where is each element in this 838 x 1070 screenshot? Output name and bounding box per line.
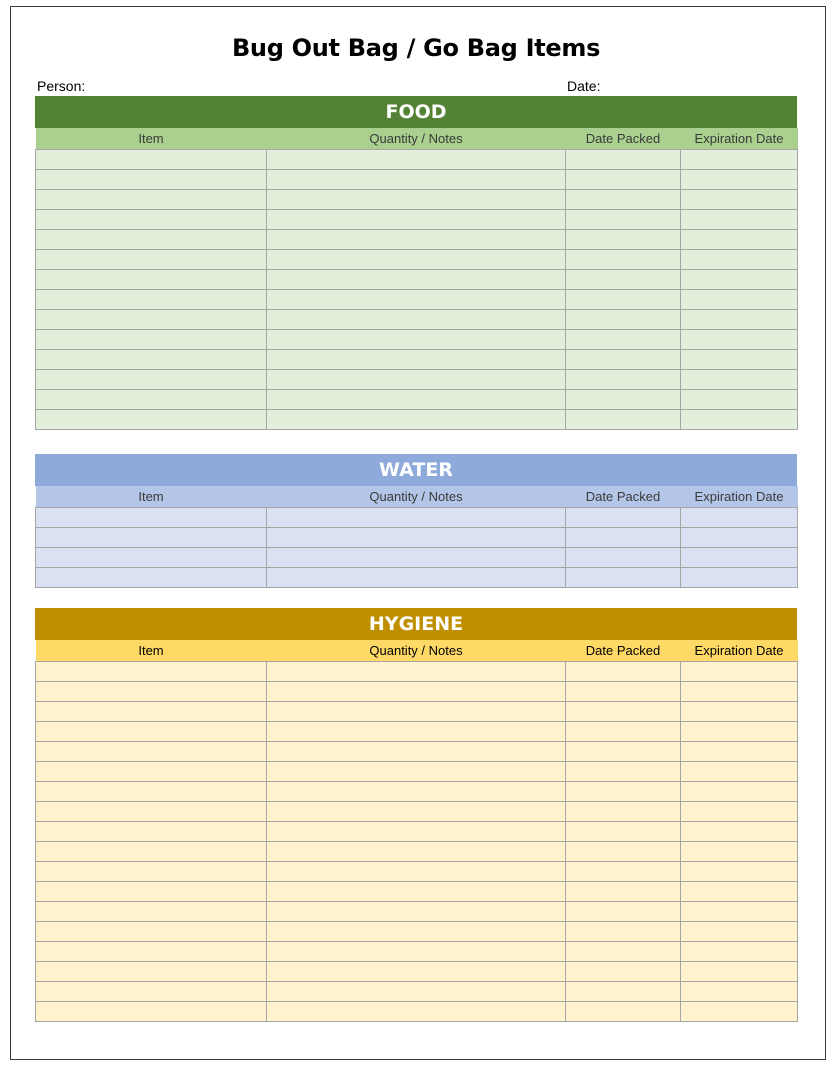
hygiene-section — [35, 608, 797, 1022]
food-cell-item[interactable] — [36, 270, 267, 290]
hygiene-cell-expiration-date[interactable] — [681, 662, 798, 682]
hygiene-cell-item[interactable] — [36, 942, 267, 962]
food-table — [35, 128, 798, 430]
hygiene-cell-date-packed[interactable] — [566, 722, 681, 742]
food-table-row — [36, 290, 798, 310]
food-cell-expiration-date[interactable] — [681, 150, 798, 170]
water-cell-quantity-notes[interactable] — [267, 548, 566, 568]
food-section-title: FOOD — [35, 96, 797, 128]
food-cell-date-packed[interactable] — [566, 250, 681, 270]
hygiene-col-date-packed: Date Packed — [585, 643, 661, 658]
food-cell-item[interactable] — [36, 390, 267, 410]
water-cell-quantity-notes[interactable] — [267, 528, 566, 548]
food-cell-item[interactable] — [36, 250, 267, 270]
hygiene-cell-item[interactable] — [36, 702, 267, 722]
water-cell-item[interactable] — [36, 548, 267, 568]
food-table-row — [36, 230, 798, 250]
hygiene-table-row — [36, 862, 798, 882]
food-cell-item[interactable] — [36, 210, 267, 230]
hygiene-cell-expiration-date[interactable] — [681, 962, 798, 982]
hygiene-cell-quantity-notes[interactable] — [267, 842, 566, 862]
hygiene-cell-expiration-date[interactable] — [681, 1002, 798, 1022]
food-cell-quantity-notes[interactable] — [267, 370, 566, 390]
hygiene-cell-expiration-date[interactable] — [681, 722, 798, 742]
hygiene-cell-expiration-date[interactable] — [681, 942, 798, 962]
water-cell-item[interactable] — [36, 508, 267, 528]
food-col-expiration-date: Expiration Date — [694, 131, 784, 146]
food-table-row — [36, 190, 798, 210]
hygiene-cell-date-packed[interactable] — [566, 962, 681, 982]
hygiene-table-row — [36, 842, 798, 862]
food-col-item: Item — [138, 131, 164, 146]
hygiene-cell-item[interactable] — [36, 802, 267, 822]
hygiene-cell-item[interactable] — [36, 682, 267, 702]
water-cell-expiration-date[interactable] — [681, 528, 798, 548]
water-cell-item[interactable] — [36, 568, 267, 588]
food-table-row — [36, 310, 798, 330]
water-cell-expiration-date[interactable] — [681, 508, 798, 528]
food-cell-item[interactable] — [36, 230, 267, 250]
food-cell-date-packed[interactable] — [566, 350, 681, 370]
hygiene-cell-date-packed[interactable] — [566, 682, 681, 702]
food-table-row — [36, 410, 798, 430]
hygiene-cell-item[interactable] — [36, 842, 267, 862]
food-cell-item[interactable] — [36, 290, 267, 310]
food-cell-item[interactable] — [36, 310, 267, 330]
food-cell-date-packed[interactable] — [566, 190, 681, 210]
hygiene-cell-quantity-notes[interactable] — [267, 762, 566, 782]
hygiene-cell-date-packed[interactable] — [566, 862, 681, 882]
hygiene-cell-date-packed[interactable] — [566, 782, 681, 802]
water-cell-quantity-notes[interactable] — [267, 568, 566, 588]
food-cell-quantity-notes[interactable] — [267, 310, 566, 330]
hygiene-cell-date-packed[interactable] — [566, 802, 681, 822]
food-cell-item[interactable] — [36, 370, 267, 390]
water-table-row — [36, 568, 798, 588]
hygiene-cell-quantity-notes[interactable] — [267, 922, 566, 942]
food-cell-item[interactable] — [36, 170, 267, 190]
hygiene-cell-quantity-notes[interactable] — [267, 882, 566, 902]
food-cell-expiration-date[interactable] — [681, 310, 798, 330]
hygiene-table-row — [36, 802, 798, 822]
water-rows — [36, 508, 798, 588]
water-header-row — [36, 486, 798, 508]
food-cell-quantity-notes[interactable] — [267, 210, 566, 230]
food-table-row — [36, 330, 798, 350]
hygiene-cell-quantity-notes[interactable] — [267, 742, 566, 762]
food-cell-expiration-date[interactable] — [681, 230, 798, 250]
food-table-row — [36, 390, 798, 410]
hygiene-cell-item[interactable] — [36, 962, 267, 982]
hygiene-table-row — [36, 682, 798, 702]
food-cell-date-packed[interactable] — [566, 210, 681, 230]
food-cell-date-packed[interactable] — [566, 170, 681, 190]
food-cell-expiration-date[interactable] — [681, 390, 798, 410]
hygiene-cell-item[interactable] — [36, 722, 267, 742]
hygiene-table-row — [36, 822, 798, 842]
food-cell-expiration-date[interactable] — [681, 210, 798, 230]
food-table-row — [36, 350, 798, 370]
food-table-row — [36, 270, 798, 290]
hygiene-cell-quantity-notes[interactable] — [267, 1002, 566, 1022]
food-table-row — [36, 150, 798, 170]
water-col-date-packed: Date Packed — [585, 489, 661, 504]
food-cell-quantity-notes[interactable] — [267, 390, 566, 410]
food-cell-expiration-date[interactable] — [681, 170, 798, 190]
hygiene-table-row — [36, 762, 798, 782]
hygiene-cell-item[interactable] — [36, 762, 267, 782]
food-cell-expiration-date[interactable] — [681, 190, 798, 210]
person-label: Person: — [37, 78, 86, 94]
food-cell-date-packed[interactable] — [566, 310, 681, 330]
food-cell-item[interactable] — [36, 150, 267, 170]
food-table-row — [36, 370, 798, 390]
water-cell-item[interactable] — [36, 528, 267, 548]
food-cell-date-packed[interactable] — [566, 410, 681, 430]
hygiene-cell-quantity-notes[interactable] — [267, 982, 566, 1002]
hygiene-cell-date-packed[interactable] — [566, 922, 681, 942]
water-cell-date-packed[interactable] — [566, 568, 681, 588]
water-cell-date-packed[interactable] — [566, 548, 681, 568]
food-table-row — [36, 170, 798, 190]
food-cell-item[interactable] — [36, 190, 267, 210]
food-cell-quantity-notes[interactable] — [267, 170, 566, 190]
hygiene-cell-item[interactable] — [36, 662, 267, 682]
hygiene-table-row — [36, 742, 798, 762]
food-cell-quantity-notes[interactable] — [267, 250, 566, 270]
water-table — [35, 486, 798, 588]
food-col-quantity-notes: Quantity / Notes — [369, 131, 463, 146]
hygiene-cell-item[interactable] — [36, 742, 267, 762]
hygiene-table-row — [36, 902, 798, 922]
food-cell-date-packed[interactable] — [566, 150, 681, 170]
hygiene-cell-item[interactable] — [36, 1002, 267, 1022]
hygiene-cell-date-packed[interactable] — [566, 942, 681, 962]
water-cell-date-packed[interactable] — [566, 508, 681, 528]
hygiene-table-row — [36, 982, 798, 1002]
hygiene-cell-expiration-date[interactable] — [681, 902, 798, 922]
hygiene-cell-quantity-notes[interactable] — [267, 862, 566, 882]
hygiene-table-row — [36, 882, 798, 902]
hygiene-cell-item[interactable] — [36, 822, 267, 842]
water-cell-expiration-date[interactable] — [681, 548, 798, 568]
food-section — [35, 96, 797, 430]
food-cell-date-packed[interactable] — [566, 390, 681, 410]
food-col-date-packed: Date Packed — [585, 131, 661, 146]
hygiene-cell-quantity-notes[interactable] — [267, 802, 566, 822]
food-cell-quantity-notes[interactable] — [267, 190, 566, 210]
date-label: Date: — [567, 78, 601, 94]
food-table-row — [36, 250, 798, 270]
hygiene-cell-date-packed[interactable] — [566, 1002, 681, 1022]
food-cell-quantity-notes[interactable] — [267, 270, 566, 290]
water-table-row — [36, 528, 798, 548]
hygiene-header-row — [36, 640, 798, 662]
hygiene-table-row — [36, 702, 798, 722]
water-cell-date-packed[interactable] — [566, 528, 681, 548]
hygiene-cell-expiration-date[interactable] — [681, 802, 798, 822]
hygiene-cell-quantity-notes[interactable] — [267, 902, 566, 922]
food-cell-date-packed[interactable] — [566, 370, 681, 390]
food-cell-quantity-notes[interactable] — [267, 290, 566, 310]
page-title: Bug Out Bag / Go Bag Items — [231, 34, 601, 62]
food-header-row — [36, 128, 798, 150]
hygiene-cell-item[interactable] — [36, 782, 267, 802]
hygiene-cell-quantity-notes[interactable] — [267, 682, 566, 702]
hygiene-cell-item[interactable] — [36, 902, 267, 922]
hygiene-table-row — [36, 1002, 798, 1022]
hygiene-cell-date-packed[interactable] — [566, 762, 681, 782]
hygiene-cell-expiration-date[interactable] — [681, 882, 798, 902]
hygiene-cell-quantity-notes[interactable] — [267, 942, 566, 962]
food-cell-date-packed[interactable] — [566, 290, 681, 310]
food-rows — [36, 150, 798, 430]
hygiene-table — [35, 640, 798, 1022]
hygiene-cell-expiration-date[interactable] — [681, 742, 798, 762]
hygiene-col-quantity-notes: Quantity / Notes — [369, 643, 463, 658]
food-cell-item[interactable] — [36, 410, 267, 430]
food-cell-quantity-notes[interactable] — [267, 150, 566, 170]
hygiene-cell-date-packed[interactable] — [566, 702, 681, 722]
hygiene-table-row — [36, 962, 798, 982]
water-col-item: Item — [138, 489, 164, 504]
food-cell-expiration-date[interactable] — [681, 330, 798, 350]
water-table-row — [36, 508, 798, 528]
food-cell-expiration-date[interactable] — [681, 290, 798, 310]
food-cell-quantity-notes[interactable] — [267, 410, 566, 430]
food-cell-date-packed[interactable] — [566, 230, 681, 250]
hygiene-cell-expiration-date[interactable] — [681, 822, 798, 842]
hygiene-cell-date-packed[interactable] — [566, 902, 681, 922]
hygiene-cell-expiration-date[interactable] — [681, 862, 798, 882]
hygiene-cell-quantity-notes[interactable] — [267, 702, 566, 722]
food-cell-expiration-date[interactable] — [681, 270, 798, 290]
hygiene-table-row — [36, 782, 798, 802]
hygiene-cell-quantity-notes[interactable] — [267, 962, 566, 982]
hygiene-cell-item[interactable] — [36, 862, 267, 882]
hygiene-cell-date-packed[interactable] — [566, 982, 681, 1002]
water-cell-quantity-notes[interactable] — [267, 508, 566, 528]
hygiene-cell-expiration-date[interactable] — [681, 702, 798, 722]
food-cell-item[interactable] — [36, 330, 267, 350]
hygiene-cell-expiration-date[interactable] — [681, 982, 798, 1002]
food-cell-item[interactable] — [36, 350, 267, 370]
water-cell-expiration-date[interactable] — [681, 568, 798, 588]
hygiene-col-expiration-date: Expiration Date — [694, 643, 784, 658]
water-col-quantity-notes: Quantity / Notes — [369, 489, 463, 504]
hygiene-cell-date-packed[interactable] — [566, 842, 681, 862]
food-cell-quantity-notes[interactable] — [267, 230, 566, 250]
hygiene-cell-date-packed[interactable] — [566, 742, 681, 762]
hygiene-cell-item[interactable] — [36, 882, 267, 902]
water-section — [35, 454, 797, 588]
hygiene-section-title: HYGIENE — [35, 608, 797, 640]
water-col-expiration-date: Expiration Date — [694, 489, 784, 504]
hygiene-cell-item[interactable] — [36, 982, 267, 1002]
food-cell-date-packed[interactable] — [566, 270, 681, 290]
hygiene-cell-quantity-notes[interactable] — [267, 822, 566, 842]
hygiene-cell-expiration-date[interactable] — [681, 842, 798, 862]
hygiene-cell-item[interactable] — [36, 922, 267, 942]
food-cell-expiration-date[interactable] — [681, 410, 798, 430]
hygiene-cell-quantity-notes[interactable] — [267, 722, 566, 742]
hygiene-rows — [36, 662, 798, 1022]
food-cell-expiration-date[interactable] — [681, 350, 798, 370]
hygiene-col-item: Item — [138, 643, 164, 658]
hygiene-table-row — [36, 942, 798, 962]
hygiene-cell-expiration-date[interactable] — [681, 682, 798, 702]
hygiene-cell-date-packed[interactable] — [566, 882, 681, 902]
hygiene-cell-expiration-date[interactable] — [681, 762, 798, 782]
hygiene-table-row — [36, 722, 798, 742]
food-cell-expiration-date[interactable] — [681, 250, 798, 270]
food-cell-quantity-notes[interactable] — [267, 350, 566, 370]
water-table-row — [36, 548, 798, 568]
hygiene-cell-date-packed[interactable] — [566, 662, 681, 682]
water-section-title: WATER — [35, 454, 797, 486]
hygiene-table-row — [36, 922, 798, 942]
food-cell-expiration-date[interactable] — [681, 370, 798, 390]
hygiene-table-row — [36, 662, 798, 682]
hygiene-cell-quantity-notes[interactable] — [267, 662, 566, 682]
hygiene-cell-date-packed[interactable] — [566, 822, 681, 842]
food-table-row — [36, 210, 798, 230]
hygiene-cell-expiration-date[interactable] — [681, 922, 798, 942]
hygiene-cell-quantity-notes[interactable] — [267, 782, 566, 802]
food-cell-date-packed[interactable] — [566, 330, 681, 350]
food-cell-quantity-notes[interactable] — [267, 330, 566, 350]
hygiene-cell-expiration-date[interactable] — [681, 782, 798, 802]
